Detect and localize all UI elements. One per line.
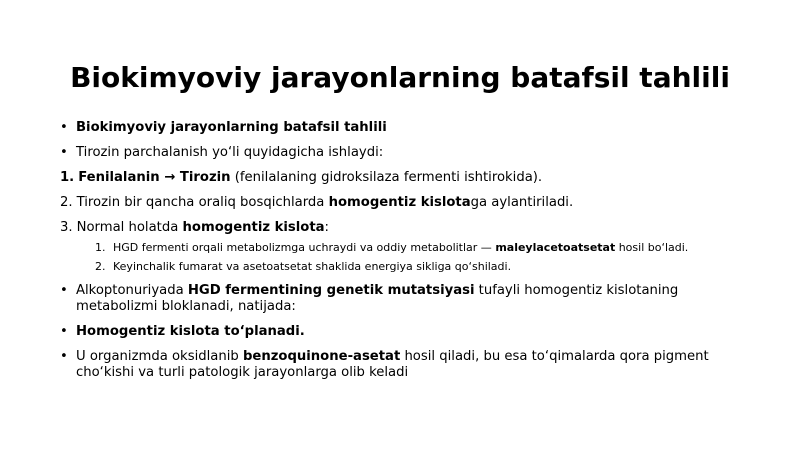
bullet-bold-text: benzoquinone-asetat xyxy=(242,349,401,364)
numbered-item xyxy=(60,220,750,236)
bullet-plain-text: Alkoptonuriyada xyxy=(76,283,188,298)
item-text xyxy=(77,195,574,211)
item-bold-text: Fenilalanin → Tirozin xyxy=(78,170,231,185)
item-plain-text: ga aylantiriladi. xyxy=(470,195,574,210)
numbered-item xyxy=(60,195,750,211)
item-text xyxy=(78,170,542,186)
sub-item-number: 2. xyxy=(95,260,106,273)
sub-item xyxy=(95,241,750,255)
item-number: 2. xyxy=(60,195,73,210)
item-bold-text: homogentiz kislota xyxy=(182,220,325,235)
sub-item-text: Keyinchalik fumarat va asetoatsetat shaklida energiya sikliga qo‘shiladi. xyxy=(113,260,512,273)
bullet-item xyxy=(60,145,750,161)
numbered-item xyxy=(60,170,750,186)
sub-item xyxy=(95,260,750,274)
item-text xyxy=(77,220,329,236)
bullet-item xyxy=(60,349,750,381)
bullet-plain-text: tufayli homogentiz kislotaning metabolizmi bloklanadi, natijada: xyxy=(76,283,679,314)
bullet-item xyxy=(60,283,750,315)
bullet-item xyxy=(60,324,750,340)
sub-item-text xyxy=(113,241,688,255)
item-plain-text: Tirozin bir qancha oraliq bosqichlarda xyxy=(76,195,329,210)
bullet-plain-text: hosil qiladi, bu esa to‘qimalarda qora pigment cho‘kishi va turli patologik jarayonlarga olib keladi xyxy=(76,349,709,380)
bullet-text: Tirozin parchalanish yo‘li quyidagicha ishlaydi: xyxy=(76,145,384,160)
item-number: 1. xyxy=(60,170,75,185)
item-plain-text: : xyxy=(324,220,329,235)
slide-content xyxy=(60,120,750,390)
bullet-item xyxy=(60,120,750,136)
slide-title: Biokimyoviy jarayonlarning batafsil tahlili xyxy=(70,61,730,94)
bullet-plain-text: U organizmda oksidlanib xyxy=(76,349,243,364)
sub-bold-text: maleylacetoatsetat xyxy=(495,241,616,254)
sub-plain-text: HGD fermenti orqali metabolizmga uchraydi va oddiy metabolitlar — xyxy=(113,241,496,254)
sub-plain-text: hosil bo‘ladi. xyxy=(615,241,689,254)
sub-item-number: 1. xyxy=(95,241,106,254)
item-plain-text: (fenilalaning gidroksilaza fermenti ishtirokida). xyxy=(230,170,543,185)
item-plain-text: Normal holatda xyxy=(76,220,183,235)
bullet-text: Biokimyoviy jarayonlarning batafsil tahlili xyxy=(76,120,387,135)
bullet-bold-text: HGD fermentining genetik mutatsiyasi xyxy=(187,283,475,298)
bullet-text: Homogentiz kislota to‘planadi. xyxy=(76,324,305,339)
item-number: 3. xyxy=(60,220,73,235)
item-bold-text: homogentiz kislota xyxy=(328,195,471,210)
